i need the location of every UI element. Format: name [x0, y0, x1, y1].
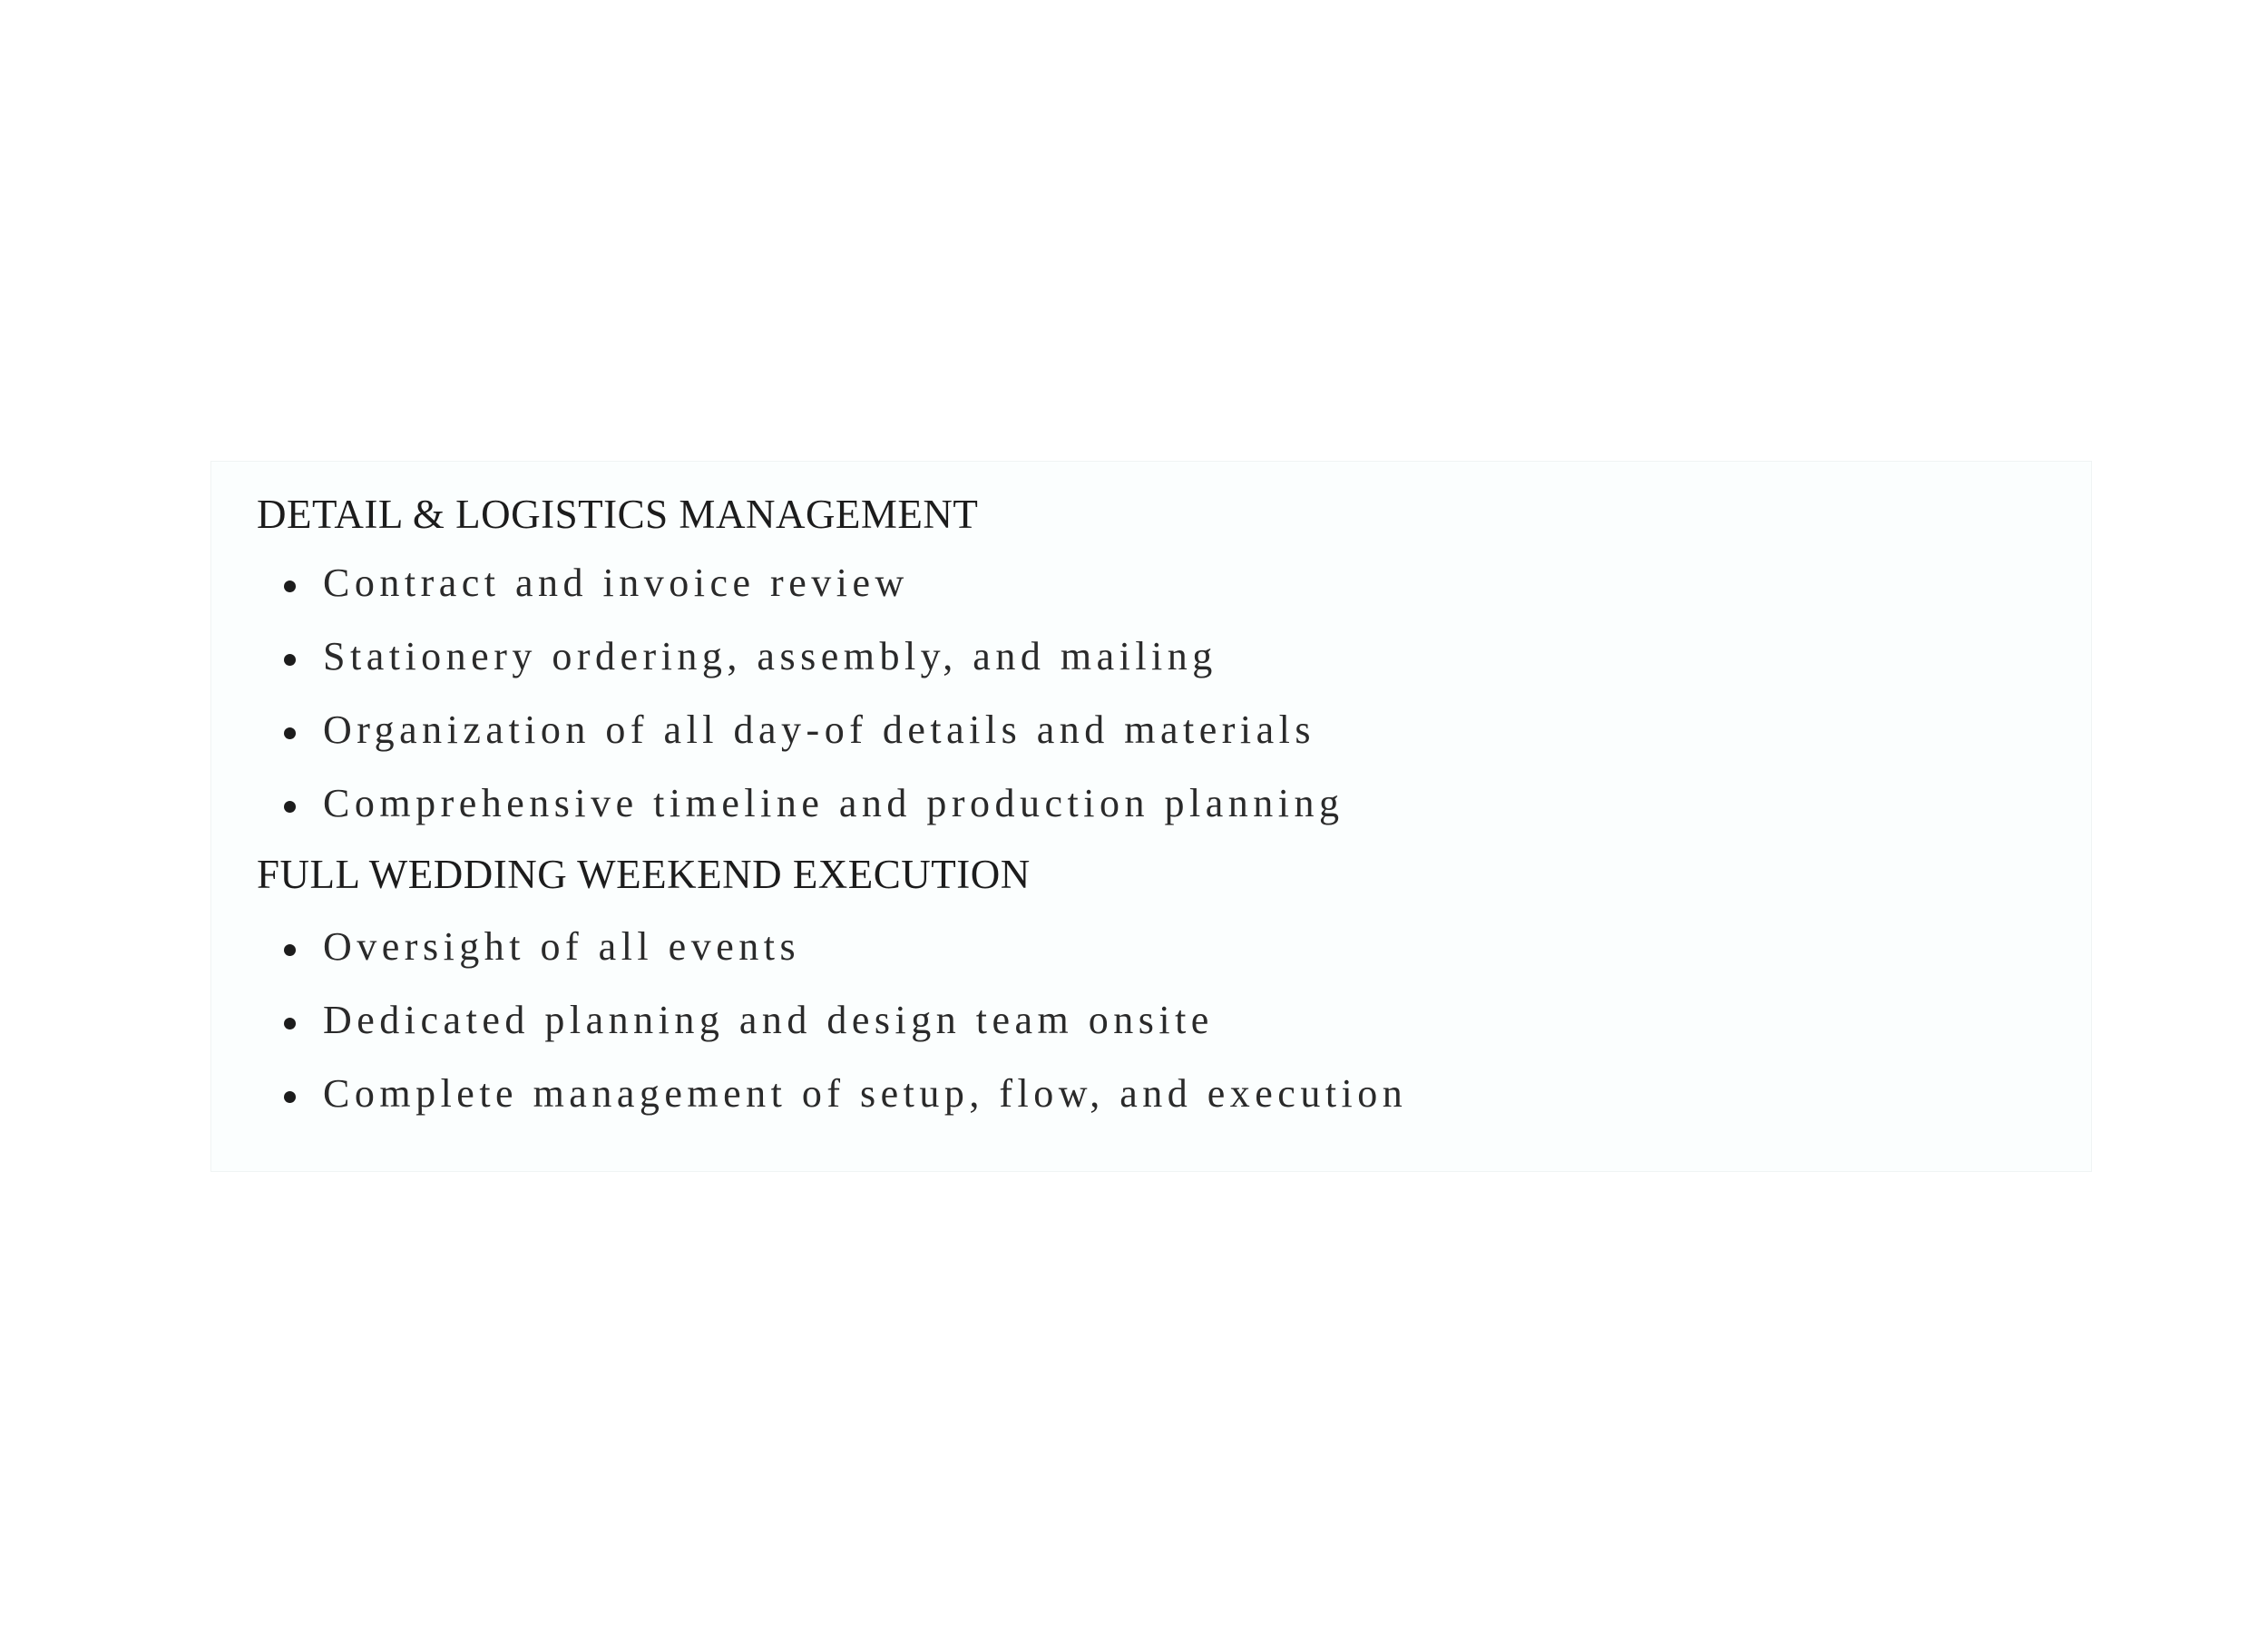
bullet-icon [284, 581, 296, 592]
bullet-icon [284, 1018, 296, 1029]
list-item-text: Comprehensive timeline and production planning [323, 781, 1344, 825]
bullet-icon [284, 1091, 296, 1103]
bullet-icon [284, 801, 296, 813]
bullet-icon [284, 944, 296, 956]
section-title-detail-logistics: DETAIL & LOGISTICS MANAGEMENT [257, 492, 979, 537]
list-item-text: Contract and invoice review [323, 561, 909, 605]
list-item-text: Complete management of setup, flow, and execution [323, 1071, 1408, 1116]
bullet-icon [284, 727, 296, 739]
bullet-icon [284, 654, 296, 666]
services-panel [210, 461, 2092, 1172]
list-item-text: Oversight of all events [323, 924, 801, 969]
list-item-text: Dedicated planning and design team onsite [323, 998, 1214, 1042]
section-title-full-weekend-execution: FULL WEDDING WEEKEND EXECUTION [257, 852, 1031, 897]
list-item-text: Stationery ordering, assembly, and mailing [323, 634, 1217, 678]
list-item-text: Organization of all day-of details and materials [323, 707, 1316, 752]
